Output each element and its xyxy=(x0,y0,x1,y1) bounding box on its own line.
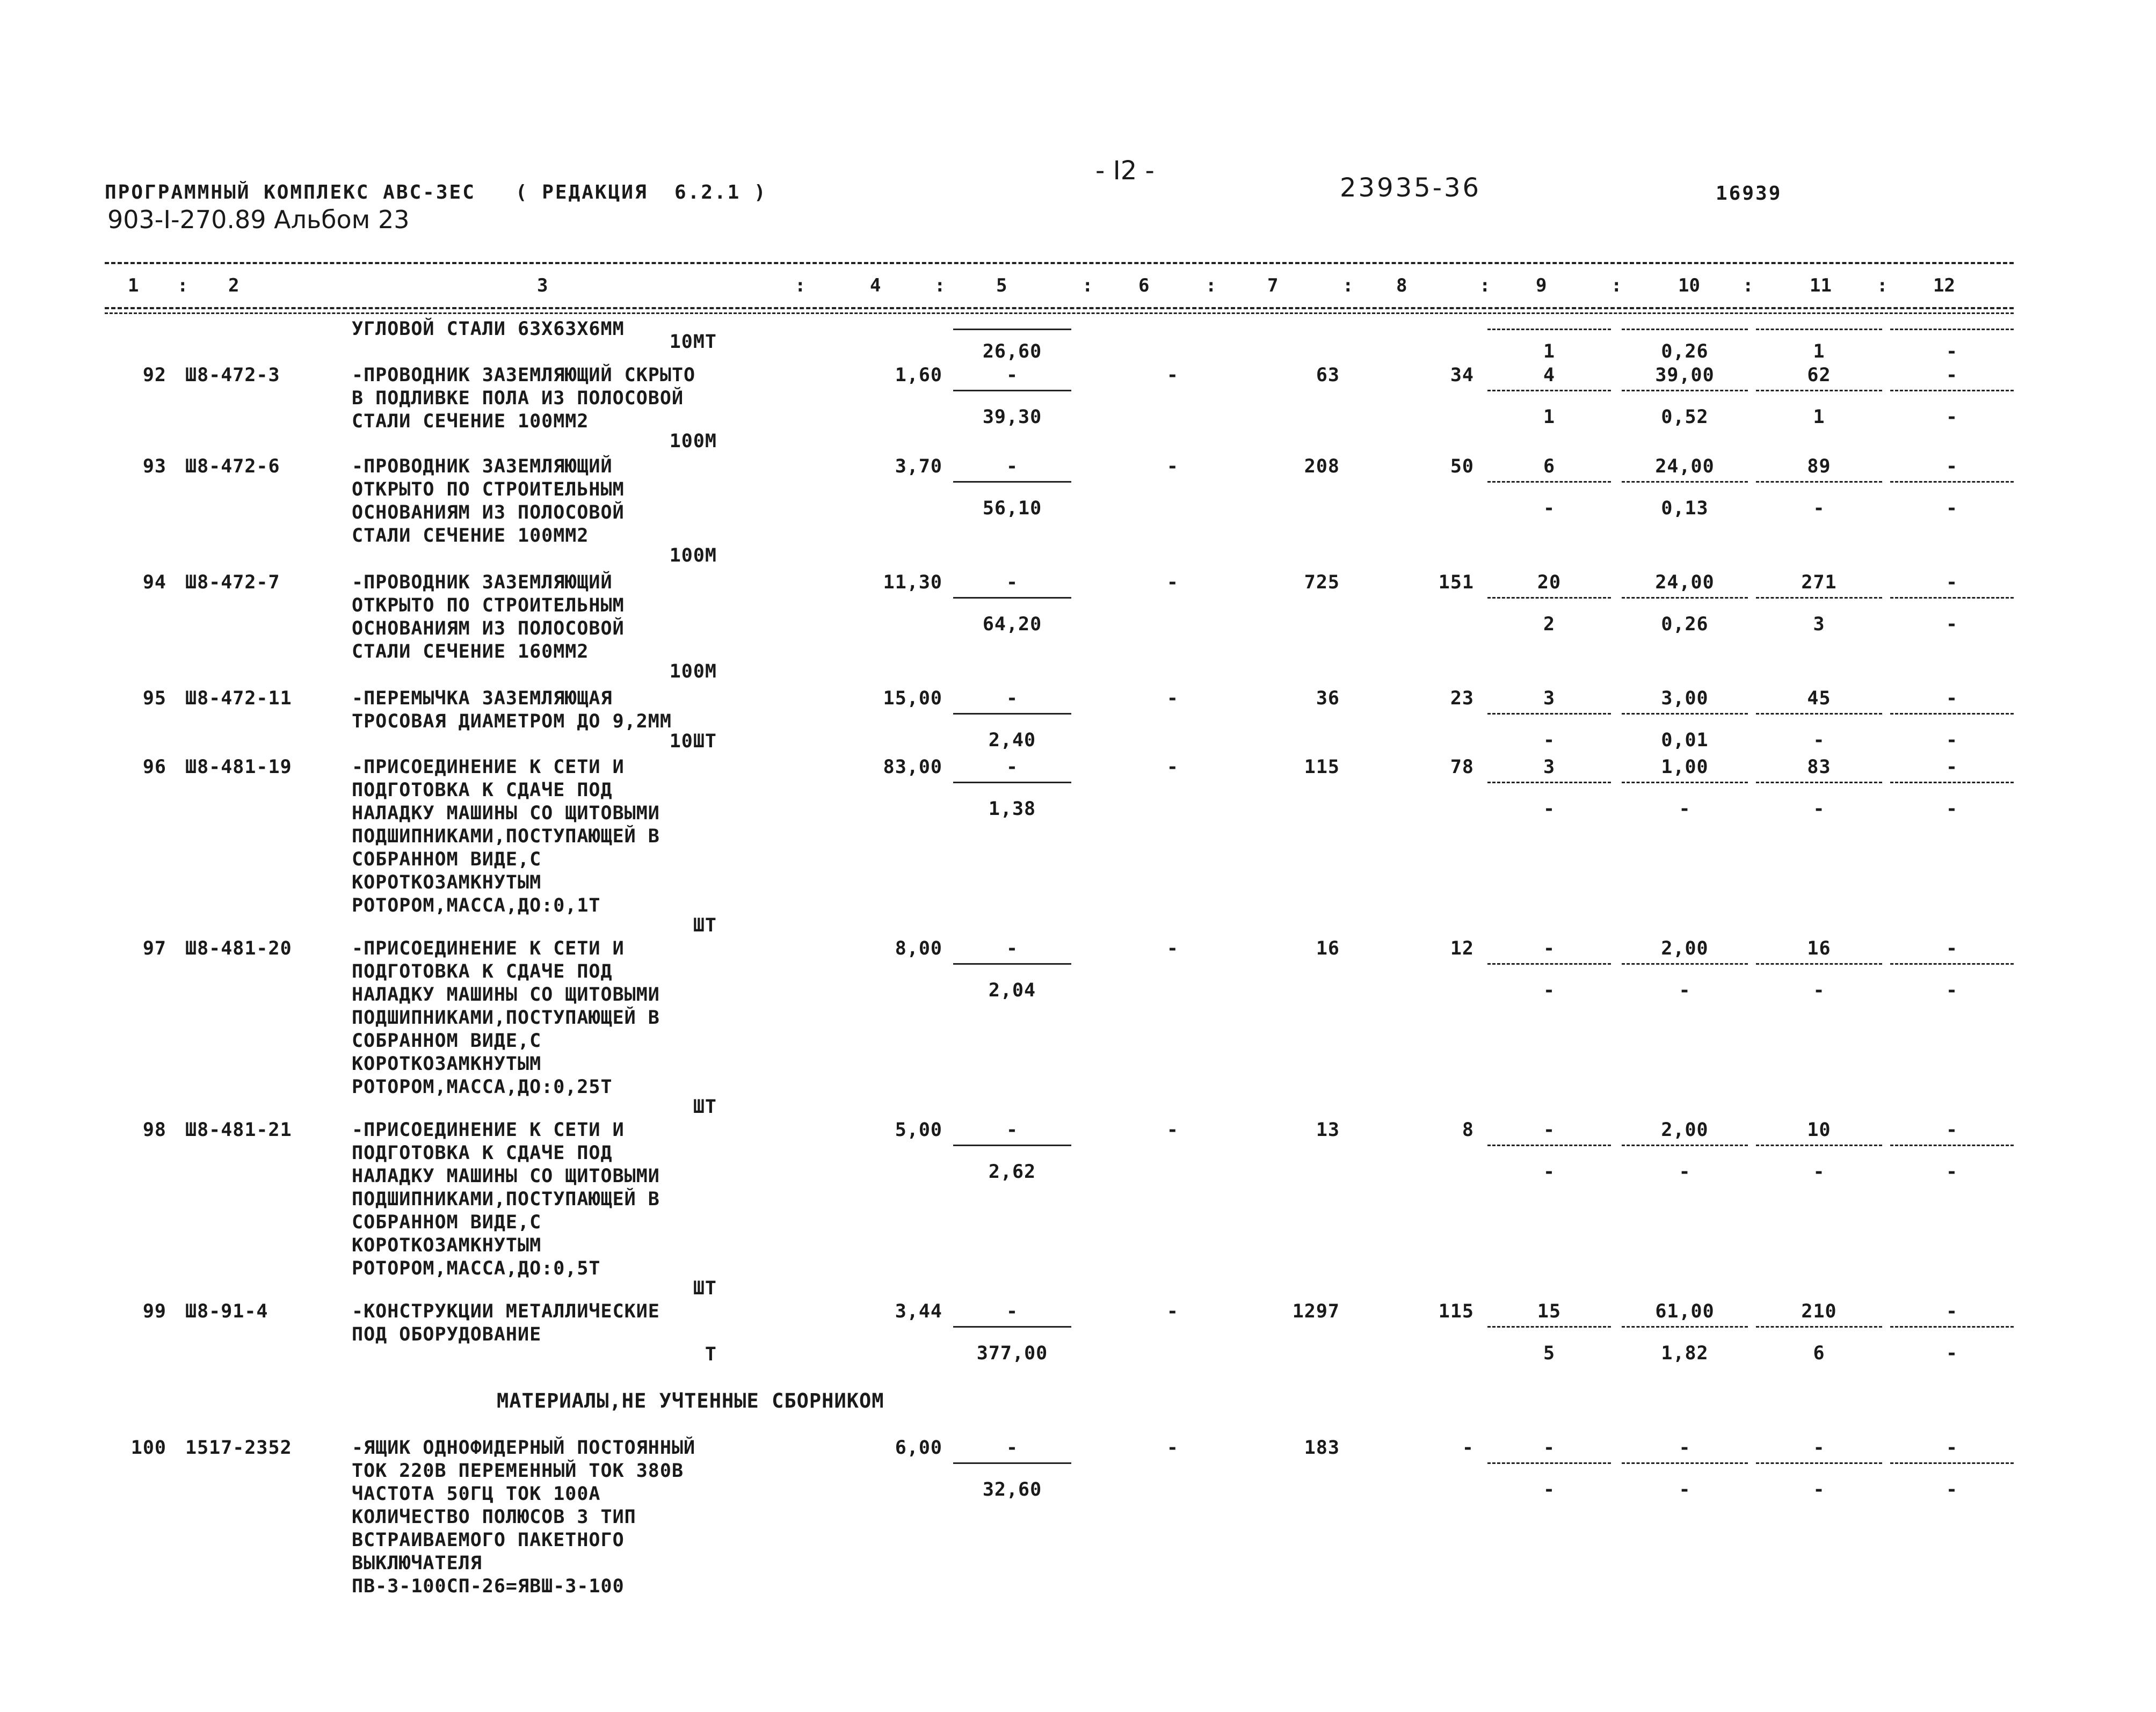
row-description-line: ВЫКЛЮЧАТЕЛЯ xyxy=(352,1553,482,1574)
row-unit: ШТ xyxy=(693,1278,717,1299)
row-code: Ш8-472-3 xyxy=(185,365,280,386)
row-number: 97 xyxy=(142,938,166,959)
row-description-line: ПОДГОТОВКА К СДАЧЕ ПОД xyxy=(352,1142,613,1164)
row-number: 94 xyxy=(142,572,166,593)
column-header-rule-2 xyxy=(105,312,2014,314)
c9-top: - xyxy=(1543,1119,1556,1141)
c10-divider xyxy=(1622,1145,1748,1146)
row-description-line: -ПРИСОЕДИНЕНИЕ К СЕТИ И xyxy=(352,756,625,778)
c11-divider xyxy=(1756,597,1882,599)
row-description-line: РОТОРОМ,МАССА,ДО:0,1Т xyxy=(352,895,601,916)
col7-value: 36 xyxy=(1316,688,1340,709)
c9-bottom: 2 xyxy=(1543,614,1556,635)
c11-divider xyxy=(1756,1462,1882,1464)
c11-bottom: - xyxy=(1813,980,1825,1001)
row-unit: 10МТ xyxy=(669,331,717,353)
c12-top: - xyxy=(1946,341,1958,362)
row-description-line: ОТКРЫТО ПО СТРОИТЕЛЬНЫМ xyxy=(352,479,625,500)
c10-top: 2,00 xyxy=(1661,938,1709,959)
c12-top: - xyxy=(1946,1437,1958,1459)
c9-bottom: - xyxy=(1543,730,1556,751)
c10-bottom: - xyxy=(1679,1479,1691,1500)
col5-bottom: 1,38 xyxy=(988,798,1036,820)
c11-top: 62 xyxy=(1807,365,1831,386)
column-header-rule xyxy=(105,307,2014,309)
table-top-rule xyxy=(105,262,2014,264)
col6-value: - xyxy=(1166,938,1179,959)
col4-value: 3,44 xyxy=(895,1301,942,1322)
col5-divider xyxy=(953,481,1071,483)
col8-value: - xyxy=(1462,1437,1474,1459)
row-unit: 10ШТ xyxy=(669,731,717,752)
row-description-line: УГЛОВОЙ СТАЛИ 63Х63Х6ММ xyxy=(352,318,625,340)
c10-top: 0,26 xyxy=(1661,341,1709,362)
c11-divider xyxy=(1756,782,1882,783)
col5-bottom: 64,20 xyxy=(982,614,1042,635)
c11-bottom: - xyxy=(1813,730,1825,751)
column-header-5: 5 xyxy=(996,275,1007,296)
c12-top: - xyxy=(1946,938,1958,959)
col8-value: 151 xyxy=(1438,572,1474,593)
row-number: 95 xyxy=(142,688,166,709)
col4-value: 6,00 xyxy=(895,1437,942,1459)
row-description-line: НАЛАДКУ МАШИНЫ СО ЩИТОВЫМИ xyxy=(352,1165,660,1187)
c12-bottom: - xyxy=(1946,798,1958,820)
program-header: ПРОГРАММНЫЙ КОМПЛЕКС АВС-3ЕС ( РЕДАКЦИЯ 6.2.1 ) xyxy=(105,181,767,203)
row-unit: 100М xyxy=(669,431,717,452)
row-description-line: СТАЛИ СЕЧЕНИЕ 100ММ2 xyxy=(352,411,589,432)
col5-top: - xyxy=(1006,1119,1019,1141)
col5-bottom: 2,04 xyxy=(988,980,1036,1001)
column-separator: : xyxy=(1877,275,1888,296)
col6-value: - xyxy=(1166,756,1179,778)
c11-top: 45 xyxy=(1807,688,1831,709)
column-separator: : xyxy=(177,275,188,296)
row-description-line: НАЛАДКУ МАШИНЫ СО ЩИТОВЫМИ xyxy=(352,984,660,1006)
col4-value: 1,60 xyxy=(895,365,942,386)
c10-bottom: - xyxy=(1679,798,1691,820)
col5-top: - xyxy=(1006,938,1019,959)
row-description-line: -ПРОВОДНИК ЗАЗЕМЛЯЮЩИЙ xyxy=(352,456,613,477)
column-header-3: 3 xyxy=(537,275,548,296)
col4-value: 5,00 xyxy=(895,1119,942,1141)
column-header-4: 4 xyxy=(870,275,881,296)
row-code: Ш8-481-21 xyxy=(185,1119,292,1141)
c9-top: 4 xyxy=(1543,365,1556,386)
row-description-line: РОТОРОМ,МАССА,ДО:0,25Т xyxy=(352,1076,613,1098)
col4-value: 83,00 xyxy=(883,756,942,778)
col6-value: - xyxy=(1166,1301,1179,1322)
column-header-6: 6 xyxy=(1138,275,1150,296)
c11-divider xyxy=(1756,1326,1882,1328)
c10-top: - xyxy=(1679,1437,1691,1459)
column-separator: : xyxy=(795,275,806,296)
c9-divider xyxy=(1487,713,1611,715)
row-description-line: -КОНСТРУКЦИИ МЕТАЛЛИЧЕСКИЕ xyxy=(352,1301,660,1322)
row-unit: 100М xyxy=(669,661,717,682)
c9-bottom: 5 xyxy=(1543,1343,1556,1364)
c9-divider xyxy=(1487,390,1611,391)
col8-value: 50 xyxy=(1450,456,1474,477)
c12-top: - xyxy=(1946,756,1958,778)
col6-value: - xyxy=(1166,365,1179,386)
c10-bottom: - xyxy=(1679,1161,1691,1183)
c9-divider xyxy=(1487,782,1611,783)
c10-bottom: 0,52 xyxy=(1661,406,1709,428)
col5-divider xyxy=(953,782,1071,783)
row-unit: ШТ xyxy=(693,915,717,936)
col5-top: - xyxy=(1006,756,1019,778)
c11-divider xyxy=(1756,963,1882,965)
row-description-line: ПОДГОТОВКА К СДАЧЕ ПОД xyxy=(352,961,613,982)
row-description-line: ЧАСТОТА 50ГЦ ТОК 100А xyxy=(352,1483,601,1505)
column-separator: : xyxy=(1206,275,1217,296)
row-description-line: СОБРАННОМ ВИДЕ,С xyxy=(352,1030,542,1052)
c12-divider xyxy=(1890,1326,2014,1328)
column-header-1: 1 xyxy=(128,275,139,296)
col5-bottom: 32,60 xyxy=(982,1479,1042,1500)
row-description-line: КОРОТКОЗАМКНУТЫМ xyxy=(352,872,542,893)
c10-bottom: - xyxy=(1679,980,1691,1001)
c10-bottom: 0,01 xyxy=(1661,730,1709,751)
col7-value: 725 xyxy=(1304,572,1340,593)
column-separator: : xyxy=(1479,275,1491,296)
row-description-line: ОТКРЫТО ПО СТРОИТЕЛЬНЫМ xyxy=(352,595,625,616)
row-description-line: -ПРОВОДНИК ЗАЗЕМЛЯЮЩИЙ СКРЫТО xyxy=(352,365,696,386)
col5-top: - xyxy=(1006,365,1019,386)
col7-value: 1297 xyxy=(1292,1301,1340,1322)
col5-divider xyxy=(953,597,1071,599)
row-description-line: В ПОДЛИВКЕ ПОЛА ИЗ ПОЛОСОВОЙ xyxy=(352,388,684,409)
col8-value: 12 xyxy=(1450,938,1474,959)
row-code: Ш8-481-19 xyxy=(185,756,292,778)
row-description-line: СОБРАННОМ ВИДЕ,С xyxy=(352,1212,542,1233)
c10-top: 24,00 xyxy=(1655,572,1715,593)
column-separator: : xyxy=(1611,275,1622,296)
row-description-line: КОРОТКОЗАМКНУТЫМ xyxy=(352,1235,542,1256)
col8-value: 115 xyxy=(1438,1301,1474,1322)
c11-divider xyxy=(1756,481,1882,483)
c9-top: 3 xyxy=(1543,756,1556,778)
c12-divider xyxy=(1890,390,2014,391)
c12-divider xyxy=(1890,713,2014,715)
col5-bottom: 39,30 xyxy=(982,406,1042,428)
col6-value: - xyxy=(1166,1437,1179,1459)
col5-divider xyxy=(953,713,1071,715)
c10-bottom: 0,13 xyxy=(1661,498,1709,519)
col6-value: - xyxy=(1166,456,1179,477)
c9-divider xyxy=(1487,1145,1611,1146)
c12-bottom: - xyxy=(1946,614,1958,635)
row-number: 98 xyxy=(142,1119,166,1141)
col4-value: 15,00 xyxy=(883,688,942,709)
column-separator: : xyxy=(934,275,946,296)
c12-top: - xyxy=(1946,1301,1958,1322)
row-code: Ш8-472-11 xyxy=(185,688,292,709)
c12-divider xyxy=(1890,329,2014,330)
c10-divider xyxy=(1622,963,1748,965)
c11-divider xyxy=(1756,1145,1882,1146)
row-description-line: -ЯЩИК ОДНОФИДЕРНЫЙ ПОСТОЯННЫЙ xyxy=(352,1437,696,1459)
row-description-line: НАЛАДКУ МАШИНЫ СО ЩИТОВЫМИ xyxy=(352,803,660,824)
c11-divider xyxy=(1756,390,1882,391)
c9-bottom: - xyxy=(1543,1479,1556,1500)
col5-divider xyxy=(953,329,1071,330)
page-number: - I2 - xyxy=(1095,156,1155,186)
c11-bottom: 3 xyxy=(1813,614,1825,635)
c9-divider xyxy=(1487,1462,1611,1464)
col7-value: 115 xyxy=(1304,756,1340,778)
c9-top: 20 xyxy=(1537,572,1562,593)
c12-bottom: - xyxy=(1946,1161,1958,1183)
c12-top: - xyxy=(1946,456,1958,477)
row-description-line: -ПЕРЕМЫЧКА ЗАЗЕМЛЯЮЩАЯ xyxy=(352,688,613,709)
c9-bottom: - xyxy=(1543,980,1556,1001)
c11-bottom: - xyxy=(1813,498,1825,519)
col5-divider xyxy=(953,1145,1071,1146)
c9-bottom: - xyxy=(1543,798,1556,820)
c11-bottom: - xyxy=(1813,1161,1825,1183)
c9-top: 1 xyxy=(1543,341,1556,362)
c11-bottom: 6 xyxy=(1813,1343,1825,1364)
row-unit: 100М xyxy=(669,545,717,566)
row-description-line: СТАЛИ СЕЧЕНИЕ 100ММ2 xyxy=(352,525,589,547)
col6-value: - xyxy=(1166,688,1179,709)
c9-bottom: 1 xyxy=(1543,406,1556,428)
c10-divider xyxy=(1622,390,1748,391)
row-description-line: СТАЛИ СЕЧЕНИЕ 160ММ2 xyxy=(352,641,589,662)
col5-top: - xyxy=(1006,1437,1019,1459)
c9-top: - xyxy=(1543,1437,1556,1459)
c11-top: 271 xyxy=(1801,572,1837,593)
c11-bottom: - xyxy=(1813,1479,1825,1500)
row-description-line: ПОД ОБОРУДОВАНИЕ xyxy=(352,1324,542,1345)
c10-bottom: 1,82 xyxy=(1661,1343,1709,1364)
row-description-line: ПОДШИПНИКАМИ,ПОСТУПАЮЩЕЙ В xyxy=(352,1007,660,1029)
c12-bottom: - xyxy=(1946,406,1958,428)
c11-top: 210 xyxy=(1801,1301,1837,1322)
album-reference: 903-I-270.89 Альбом 23 xyxy=(107,205,410,234)
c10-top: 3,00 xyxy=(1661,688,1709,709)
col5-divider xyxy=(953,390,1071,391)
c10-top: 39,00 xyxy=(1655,365,1715,386)
row-description-line: КОРОТКОЗАМКНУТЫМ xyxy=(352,1053,542,1075)
row-description-line: ПОДШИПНИКАМИ,ПОСТУПАЮЩЕЙ В xyxy=(352,826,660,847)
row-code: Ш8-472-7 xyxy=(185,572,280,593)
col7-value: 183 xyxy=(1304,1437,1340,1459)
c11-divider xyxy=(1756,713,1882,715)
column-header-12: 12 xyxy=(1933,275,1955,296)
c12-divider xyxy=(1890,963,2014,965)
c9-top: 3 xyxy=(1543,688,1556,709)
c10-top: 2,00 xyxy=(1661,1119,1709,1141)
column-header-11: 11 xyxy=(1810,275,1832,296)
col6-value: - xyxy=(1166,572,1179,593)
c12-divider xyxy=(1890,481,2014,483)
col7-value: 16 xyxy=(1316,938,1340,959)
c12-divider xyxy=(1890,1462,2014,1464)
c12-divider xyxy=(1890,782,2014,783)
col8-value: 78 xyxy=(1450,756,1474,778)
col7-value: 63 xyxy=(1316,365,1340,386)
row-code: 1517-2352 xyxy=(185,1437,292,1459)
c10-divider xyxy=(1622,481,1748,483)
column-header-9: 9 xyxy=(1536,275,1547,296)
row-unit: Т xyxy=(705,1344,717,1365)
col5-bottom: 2,40 xyxy=(988,730,1036,751)
c9-bottom: - xyxy=(1543,1161,1556,1183)
c12-top: - xyxy=(1946,365,1958,386)
c12-bottom: - xyxy=(1946,1343,1958,1364)
row-code: Ш8-91-4 xyxy=(185,1301,268,1322)
row-description-line: -ПРИСОЕДИНЕНИЕ К СЕТИ И xyxy=(352,1119,625,1141)
column-separator: : xyxy=(1743,275,1754,296)
c12-top: - xyxy=(1946,572,1958,593)
col8-value: 23 xyxy=(1450,688,1474,709)
col4-value: 11,30 xyxy=(883,572,942,593)
c10-top: 24,00 xyxy=(1655,456,1715,477)
column-header-2: 2 xyxy=(228,275,239,296)
col5-top: - xyxy=(1006,688,1019,709)
row-number: 93 xyxy=(142,456,166,477)
c12-divider xyxy=(1890,597,2014,599)
col6-value: - xyxy=(1166,1119,1179,1141)
row-description-line: ТОК 220В ПЕРЕМЕННЫЙ ТОК 380В xyxy=(352,1460,684,1482)
col5-bottom: 2,62 xyxy=(988,1161,1036,1183)
c9-bottom: - xyxy=(1543,498,1556,519)
col8-value: 34 xyxy=(1450,365,1474,386)
column-separator: : xyxy=(1342,275,1354,296)
row-description-line: ОСНОВАНИЯМ ИЗ ПОЛОСОВОЙ xyxy=(352,502,625,523)
row-number: 92 xyxy=(142,365,166,386)
col5-top: - xyxy=(1006,572,1019,593)
c11-bottom: - xyxy=(1813,798,1825,820)
c10-divider xyxy=(1622,597,1748,599)
c12-top: - xyxy=(1946,1119,1958,1141)
col7-value: 208 xyxy=(1304,456,1340,477)
c9-divider xyxy=(1487,963,1611,965)
row-description-line: РОТОРОМ,МАССА,ДО:0,5Т xyxy=(352,1258,601,1279)
row-description-line: СОБРАННОМ ВИДЕ,С xyxy=(352,849,542,870)
c10-divider xyxy=(1622,329,1748,330)
col5-divider xyxy=(953,1326,1071,1328)
c9-divider xyxy=(1487,329,1611,330)
row-code: Ш8-481-20 xyxy=(185,938,292,959)
row-code: Ш8-472-6 xyxy=(185,456,280,477)
row-number: 96 xyxy=(142,756,166,778)
c12-bottom: - xyxy=(1946,730,1958,751)
c11-bottom: 1 xyxy=(1813,406,1825,428)
column-header-7: 7 xyxy=(1267,275,1279,296)
row-description-line: ВСТРАИВАЕМОГО ПАКЕТНОГО xyxy=(352,1529,625,1551)
c11-top: 89 xyxy=(1807,456,1831,477)
row-description-line: КОЛИЧЕСТВО ПОЛЮСОВ 3 ТИП xyxy=(352,1506,636,1528)
row-description-line: ПВ-3-100СП-26=ЯВШ-3-100 xyxy=(352,1576,625,1597)
document-number: 23935-36 xyxy=(1340,173,1482,203)
c10-top: 61,00 xyxy=(1655,1301,1715,1322)
c10-divider xyxy=(1622,782,1748,783)
section-title: МАТЕРИАЛЫ,НЕ УЧТЕННЫЕ СБОРНИКОМ xyxy=(497,1389,884,1412)
c12-bottom: - xyxy=(1946,980,1958,1001)
row-unit: ШТ xyxy=(693,1096,717,1118)
c10-top: 1,00 xyxy=(1661,756,1709,778)
row-description-line: -ПРОВОДНИК ЗАЗЕМЛЯЮЩИЙ xyxy=(352,572,613,593)
column-separator: : xyxy=(1082,275,1093,296)
col7-value: 13 xyxy=(1316,1119,1340,1141)
c10-divider xyxy=(1622,713,1748,715)
row-number: 100 xyxy=(130,1437,166,1459)
c9-top: 6 xyxy=(1543,456,1556,477)
col5-divider xyxy=(953,1462,1071,1464)
c9-divider xyxy=(1487,597,1611,599)
c9-divider xyxy=(1487,1326,1611,1328)
col8-value: 8 xyxy=(1462,1119,1474,1141)
col5-top: - xyxy=(1006,456,1019,477)
c11-top: 83 xyxy=(1807,756,1831,778)
c10-divider xyxy=(1622,1462,1748,1464)
c9-top: - xyxy=(1543,938,1556,959)
c12-bottom: - xyxy=(1946,1479,1958,1500)
col5-divider xyxy=(953,963,1071,965)
c12-top: - xyxy=(1946,688,1958,709)
col5-top: 26,60 xyxy=(982,341,1042,362)
c11-top: - xyxy=(1813,1437,1825,1459)
c10-bottom: 0,26 xyxy=(1661,614,1709,635)
c10-divider xyxy=(1622,1326,1748,1328)
c11-top: 1 xyxy=(1813,341,1825,362)
row-number: 99 xyxy=(142,1301,166,1322)
c11-top: 10 xyxy=(1807,1119,1831,1141)
c9-divider xyxy=(1487,481,1611,483)
row-description-line: ПОДШИПНИКАМИ,ПОСТУПАЮЩЕЙ В xyxy=(352,1189,660,1210)
col5-bottom: 377,00 xyxy=(976,1343,1048,1364)
col4-value: 8,00 xyxy=(895,938,942,959)
document-code: 16939 xyxy=(1716,183,1782,205)
c11-top: 16 xyxy=(1807,938,1831,959)
column-header-10: 10 xyxy=(1678,275,1700,296)
col4-value: 3,70 xyxy=(895,456,942,477)
column-header-8: 8 xyxy=(1396,275,1407,296)
col5-bottom: 56,10 xyxy=(982,498,1042,519)
row-description-line: ОСНОВАНИЯМ ИЗ ПОЛОСОВОЙ xyxy=(352,618,625,639)
col5-top: - xyxy=(1006,1301,1019,1322)
row-description-line: ПОДГОТОВКА К СДАЧЕ ПОД xyxy=(352,779,613,801)
row-description-line: ТРОСОВАЯ ДИАМЕТРОМ ДО 9,2ММ xyxy=(352,711,672,732)
row-description-line: -ПРИСОЕДИНЕНИЕ К СЕТИ И xyxy=(352,938,625,959)
c12-bottom: - xyxy=(1946,498,1958,519)
c9-top: 15 xyxy=(1537,1301,1562,1322)
c11-divider xyxy=(1756,329,1882,330)
c12-divider xyxy=(1890,1145,2014,1146)
